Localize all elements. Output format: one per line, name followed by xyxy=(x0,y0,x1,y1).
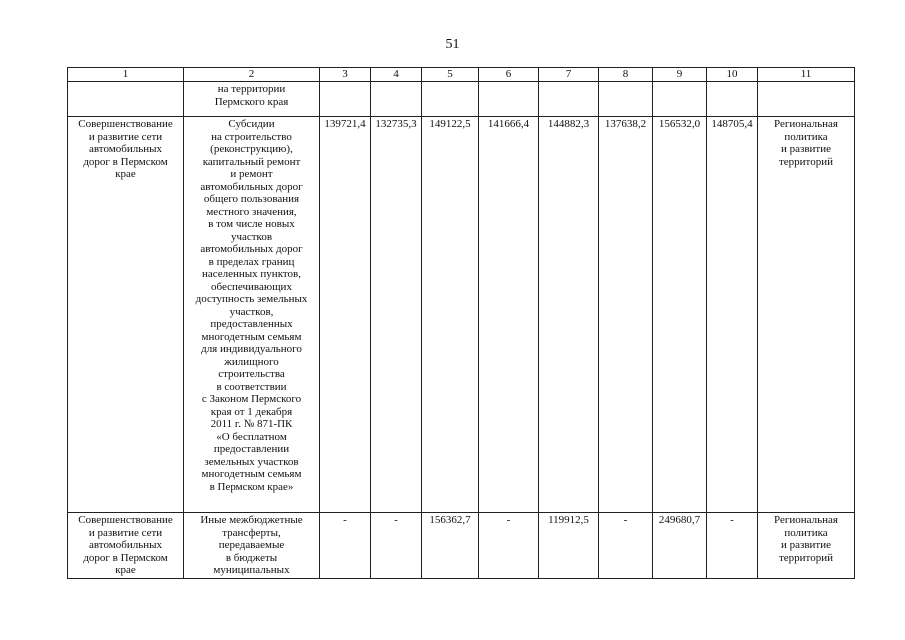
responsible-cell xyxy=(758,82,855,117)
value-cell: 141666,4 xyxy=(479,117,539,513)
table-row xyxy=(68,82,855,117)
value-cell: 156532,0 xyxy=(653,117,707,513)
responsible-cell: Региональная политика и развитие территорий xyxy=(758,513,855,579)
column-header: 10 xyxy=(707,68,758,82)
value-cell: 139721,4 xyxy=(320,117,371,513)
value-cell: - xyxy=(599,513,653,579)
description-cell: на территории Пермского края xyxy=(184,82,320,117)
column-header: 4 xyxy=(371,68,422,82)
value-cell: - xyxy=(707,513,758,579)
responsible-cell: Региональная политика и развитие территорий xyxy=(758,117,855,513)
value-cell xyxy=(599,82,653,117)
page-number: 51 xyxy=(445,37,460,52)
value-cell xyxy=(707,82,758,117)
value-cell: - xyxy=(479,513,539,579)
value-cell: 144882,3 xyxy=(539,117,599,513)
value-cell xyxy=(479,82,539,117)
column-header: 2 xyxy=(184,68,320,82)
value-cell: - xyxy=(320,513,371,579)
value-cell xyxy=(371,82,422,117)
column-number-row xyxy=(68,68,855,82)
description-cell: Иные межбюджетные трансферты, передаваемые в бюджеты муниципальных xyxy=(184,513,320,579)
value-cell: 148705,4 xyxy=(707,117,758,513)
budget-table xyxy=(67,67,855,579)
column-header: 6 xyxy=(479,68,539,82)
program-cell: Совершенствование и развитие сети автомобильных дорог в Пермском крае xyxy=(68,117,184,513)
value-cell: - xyxy=(371,513,422,579)
value-cell xyxy=(320,82,371,117)
value-cell xyxy=(422,82,479,117)
value-cell xyxy=(539,82,599,117)
value-cell: 137638,2 xyxy=(599,117,653,513)
column-header: 7 xyxy=(539,68,599,82)
table-row xyxy=(68,513,855,579)
column-header: 9 xyxy=(653,68,707,82)
program-cell: Совершенствование и развитие сети автомобильных дорог в Пермском крае xyxy=(68,513,184,579)
table-row xyxy=(68,117,855,513)
value-cell xyxy=(653,82,707,117)
column-header: 11 xyxy=(758,68,855,82)
value-cell: 249680,7 xyxy=(653,513,707,579)
value-cell: 156362,7 xyxy=(422,513,479,579)
value-cell: 149122,5 xyxy=(422,117,479,513)
column-header: 5 xyxy=(422,68,479,82)
value-cell: 119912,5 xyxy=(539,513,599,579)
column-header: 3 xyxy=(320,68,371,82)
column-header: 1 xyxy=(68,68,184,82)
description-cell: Субсидии на строительство (реконструкцию), капитальный ремонт и ремонт автомобильных дорог общего пользования местного значения, в том числе новых участков автомобильных дорог в пределах границ населенных пунктов, обеспечивающих доступность земельных участков, предоставленных многодетным семьям для индивидуального жилищного строительства в соответствии с Законом Пермского края от 1 декабря 2011 г. № 871-ПК «О бесплатном предоставлении земельных участков многодетным семьям в Пермском крае» xyxy=(184,117,320,513)
value-cell: 132735,3 xyxy=(371,117,422,513)
program-cell xyxy=(68,82,184,117)
column-header: 8 xyxy=(599,68,653,82)
